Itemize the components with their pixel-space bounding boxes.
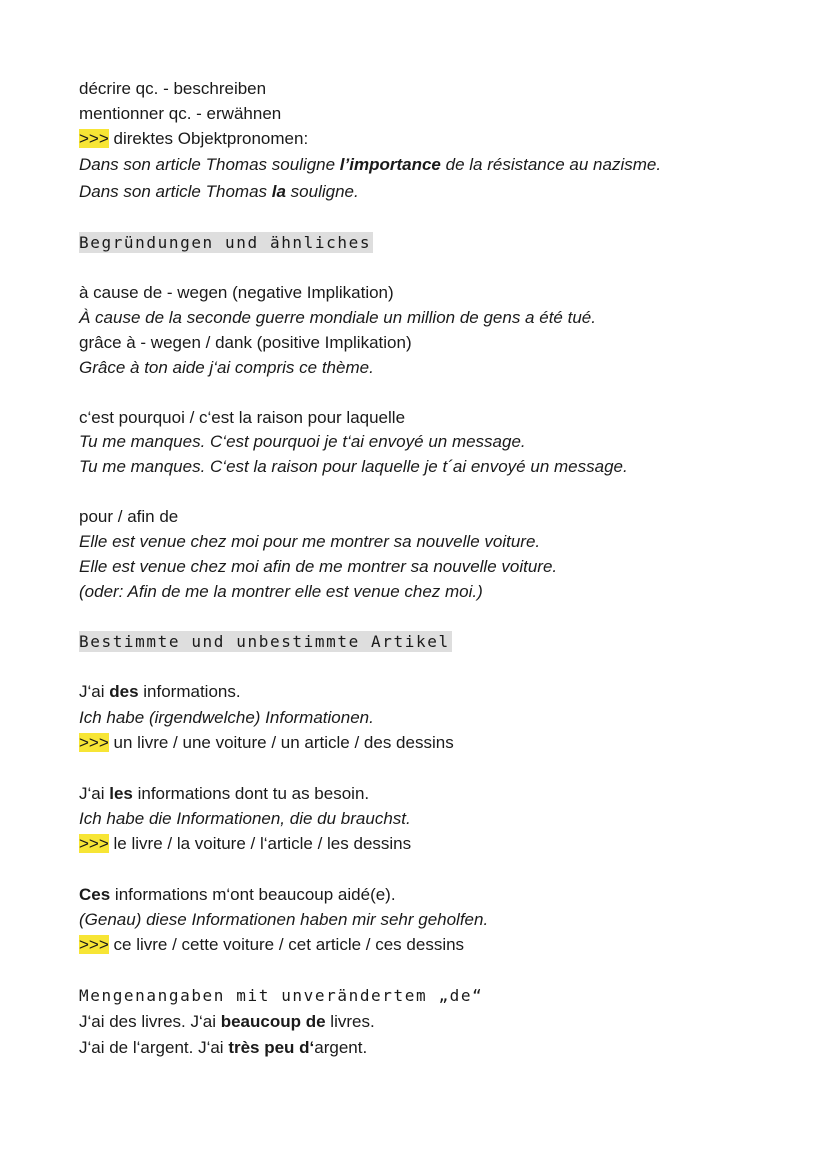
example-sentence: Grâce à ton aide j‘ai compris ce thème. [79, 358, 374, 377]
quantity-example: J‘ai des livres. J‘ai beaucoup de livres. [79, 1012, 375, 1031]
example-sentence: (oder: Afin de me la montrer elle est venue chez moi.) [79, 582, 483, 601]
marker-highlight: >>> [79, 733, 109, 752]
article-example: Ces informations m‘ont beaucoup aidé(e). [79, 885, 396, 904]
marker-highlight: >>> [79, 935, 109, 954]
marker-line: >>> le livre / la voiture / l‘article / les dessins [79, 834, 412, 853]
quantity-example: J‘ai de l‘argent. J‘ai très peu d‘argent. [79, 1038, 368, 1057]
phrase-line: pour / afin de [79, 507, 179, 526]
translation: (Genau) diese Informationen haben mir sehr geholfen. [79, 910, 489, 929]
marker-highlight: >>> [79, 129, 109, 148]
example-sentence: Dans son article Thomas souligne l’importance de la résistance au nazisme. [79, 155, 662, 174]
translation: Ich habe die Informationen, die du brauchst. [79, 809, 411, 828]
section-heading: Mengenangaben mit unverändertem „de“ [79, 986, 484, 1005]
example-sentence: Tu me manques. C‘est pourquoi je t‘ai envoyé un message. [79, 432, 526, 451]
object-pronoun-note: >>> direktes Objektpronomen: [79, 129, 309, 148]
example-sentence: Elle est venue chez moi pour me montrer sa nouvelle voiture. [79, 532, 541, 551]
example-sentence: Tu me manques. C‘est la raison pour laquelle je t´ai envoyé un message. [79, 457, 628, 476]
vocab-mentionner: mentionner qc. - erwähnen [79, 104, 282, 123]
vocab-decrire: décrire qc. - beschreiben [79, 79, 267, 98]
phrase-line: c‘est pourquoi / c‘est la raison pour laquelle [79, 408, 406, 427]
marker-highlight: >>> [79, 834, 109, 853]
translation: Ich habe (irgendwelche) Informationen. [79, 708, 374, 727]
article-example: J‘ai des informations. [79, 682, 241, 701]
phrase-line: à cause de - wegen (negative Implikation) [79, 283, 394, 302]
phrase-line: grâce à - wegen / dank (positive Implikation) [79, 333, 412, 352]
example-sentence: Dans son article Thomas la souligne. [79, 182, 359, 201]
marker-line: >>> ce livre / cette voiture / cet article / ces dessins [79, 935, 465, 954]
example-sentence: À cause de la seconde guerre mondiale un million de gens a été tué. [79, 308, 596, 327]
example-sentence: Elle est venue chez moi afin de me montrer sa nouvelle voiture. [79, 557, 558, 576]
article-example: J‘ai les informations dont tu as besoin. [79, 784, 370, 803]
marker-line: >>> un livre / une voiture / un article / des dessins [79, 733, 454, 752]
section-heading: Begründungen und ähnliches [79, 233, 372, 252]
section-heading: Bestimmte und unbestimmte Artikel [79, 632, 450, 651]
